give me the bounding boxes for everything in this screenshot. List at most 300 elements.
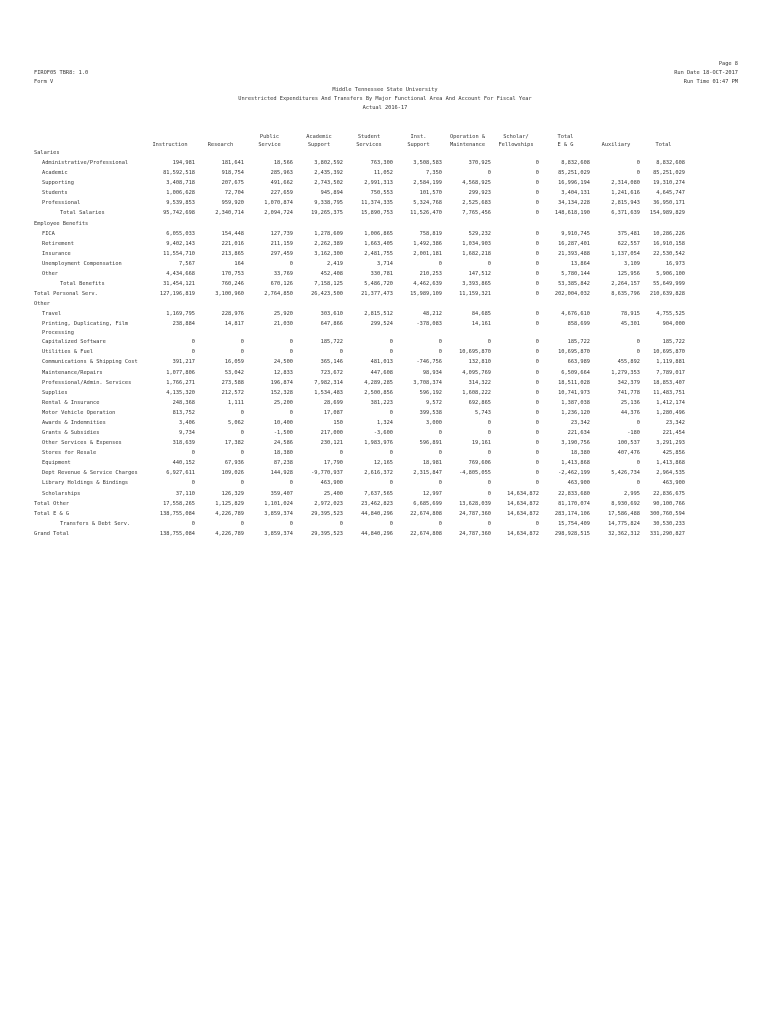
table-cell: 0 <box>438 349 442 356</box>
table-cell: 0 <box>535 520 539 527</box>
table-cell: -9,770,937 <box>311 470 343 477</box>
table-cell: 221,634 <box>567 430 590 437</box>
table-cell: 78,915 <box>620 311 640 318</box>
table-cell: 7,350 <box>426 170 442 177</box>
table-cell: 491,662 <box>270 180 293 187</box>
row-label: Total Other <box>34 500 70 507</box>
table-cell: 0 <box>535 379 539 386</box>
table-cell: 1,137,054 <box>611 250 640 257</box>
table-cell: 185,722 <box>567 339 590 346</box>
table-cell: 381,223 <box>370 399 393 406</box>
table-cell: 9,734 <box>179 430 195 437</box>
row-label: Grants & Subsidies <box>42 430 100 437</box>
table-cell: 0 <box>240 430 244 437</box>
table-cell: 25,136 <box>620 399 640 406</box>
row-label: Students <box>42 190 68 197</box>
table-cell: 196,874 <box>270 379 293 386</box>
column-header-row <box>34 129 686 149</box>
table-cell <box>394 300 443 310</box>
table-cell <box>492 220 540 230</box>
table-cell: 5,906,100 <box>656 270 685 277</box>
run-time: Run Time 01:47 PM <box>683 79 738 85</box>
table-cell: 0 <box>240 409 244 416</box>
table-cell: 16,059 <box>224 359 244 366</box>
table-cell: 0 <box>438 480 442 487</box>
table-cell: 7,765,456 <box>462 210 491 217</box>
table-cell: 138,755,084 <box>159 510 195 517</box>
table-cell <box>443 220 492 230</box>
table-cell: 0 <box>535 230 539 237</box>
row-label: Grand Total <box>34 530 70 537</box>
table-cell <box>245 149 294 159</box>
table-cell: 758,819 <box>419 230 442 237</box>
table-cell: -2,462,199 <box>558 470 590 477</box>
row-label: FICA <box>42 230 55 237</box>
table-cell: 2,094,724 <box>264 210 293 217</box>
table-cell: 4,434,668 <box>166 270 195 277</box>
table-cell: 1,280,496 <box>656 409 685 416</box>
table-cell <box>294 300 344 310</box>
table-cell: 0 <box>636 460 640 467</box>
table-cell: 2,972,023 <box>314 500 343 507</box>
table-cell: 3,406 <box>179 419 195 426</box>
table-cell: 1,236,120 <box>561 409 590 416</box>
column-header: Operation & Maintenance <box>449 134 486 148</box>
table-cell: 0 <box>636 160 640 167</box>
table-cell: 0 <box>535 440 539 447</box>
table-row <box>34 479 686 489</box>
row-label: Capitalized Software <box>42 339 106 346</box>
table-cell: 9,539,853 <box>166 200 195 207</box>
table-cell: 25,400 <box>323 490 343 497</box>
table-cell: 670,126 <box>270 281 293 288</box>
table-cell: 7,158,125 <box>314 281 343 288</box>
table-cell: 481,013 <box>370 359 393 366</box>
table-cell: 0 <box>487 490 491 497</box>
form-id-block <box>34 69 88 87</box>
table-cell: 248,368 <box>172 399 195 406</box>
table-cell: 127,196,819 <box>159 291 195 298</box>
table-cell: 34,134,228 <box>558 200 590 207</box>
table-cell: 3,162,300 <box>314 250 343 257</box>
table-cell: 22,833,680 <box>558 490 590 497</box>
table-cell: 0 <box>389 409 393 416</box>
table-cell: 18,566 <box>273 160 293 167</box>
table-cell: 138,755,084 <box>159 530 195 537</box>
table-row <box>34 449 686 459</box>
table-cell: 2,525,683 <box>462 200 491 207</box>
table-cell: 1,412,174 <box>656 399 685 406</box>
table-cell: 8,930,692 <box>611 500 640 507</box>
table-cell <box>196 149 245 159</box>
table-cell: 3,190,756 <box>561 440 590 447</box>
table-cell: 3,802,592 <box>314 160 343 167</box>
table-cell: 0 <box>240 349 244 356</box>
table-cell <box>540 149 591 159</box>
table-cell: 0 <box>535 349 539 356</box>
table-cell: 1,663,405 <box>364 240 393 247</box>
table-cell: 85,251,029 <box>653 170 685 177</box>
report-period: Actual 2016-17 <box>362 105 408 111</box>
table-cell: 596,891 <box>419 440 442 447</box>
table-cell: 7,637,565 <box>364 490 393 497</box>
table-cell: 11,374,335 <box>361 200 393 207</box>
table-cell: 904,000 <box>662 321 685 328</box>
table-cell: 170,753 <box>221 270 244 277</box>
table-cell: 2,764,850 <box>264 291 293 298</box>
row-label: Awards & Indemnities <box>42 419 106 426</box>
table-cell: 298,928,515 <box>554 530 590 537</box>
table-cell: 21,030 <box>273 321 293 328</box>
table-cell: 318,639 <box>172 440 195 447</box>
table-cell: 455,892 <box>617 359 640 366</box>
table-row <box>34 389 686 399</box>
table-cell: 19,161 <box>471 440 491 447</box>
table-cell: 0 <box>389 520 393 527</box>
table-cell: 2,340,714 <box>215 210 244 217</box>
table-cell: 0 <box>289 409 293 416</box>
table-row <box>34 209 686 219</box>
table-cell: 6,371,639 <box>611 210 640 217</box>
table-cell: 769,606 <box>468 460 491 467</box>
row-label: Supporting <box>42 180 74 187</box>
table-cell: 2,001,181 <box>413 250 442 257</box>
table-cell <box>591 149 641 159</box>
table-cell: 33,769 <box>273 270 293 277</box>
report-title: Unrestricted Expenditures And Transfers By Major Functional Area And Account For Fiscal Year <box>238 96 532 102</box>
table-row <box>34 179 686 189</box>
table-cell: 3,714 <box>377 260 393 267</box>
table-row <box>34 379 686 389</box>
table-cell: 0 <box>487 260 491 267</box>
table-row <box>34 230 686 240</box>
table-cell: 18,981 <box>422 460 442 467</box>
table-cell <box>245 220 294 230</box>
table-cell <box>196 220 245 230</box>
table-cell: 15,754,409 <box>558 520 590 527</box>
table-cell: 212,572 <box>221 389 244 396</box>
table-cell: 30,530,233 <box>653 520 685 527</box>
row-label: Academic <box>42 170 68 177</box>
table-cell <box>144 149 196 159</box>
table-cell: 0 <box>636 419 640 426</box>
table-cell: -746,756 <box>416 359 442 366</box>
row-label: Supplies <box>42 389 68 396</box>
table-cell: 0 <box>191 349 195 356</box>
table-cell: 16,973 <box>665 260 685 267</box>
column-header: Public Service <box>258 134 281 148</box>
table-cell: 0 <box>389 349 393 356</box>
table-cell: 0 <box>535 450 539 457</box>
table-cell: 14,634,872 <box>507 510 539 517</box>
row-label: Scholarships <box>42 490 81 497</box>
table-cell: 945,894 <box>320 190 343 197</box>
column-header: Research <box>207 141 234 148</box>
table-cell: 9,572 <box>426 399 442 406</box>
table-cell: 17,382 <box>224 440 244 447</box>
table-cell: 5,324,768 <box>413 200 442 207</box>
table-cell: 0 <box>535 480 539 487</box>
table-cell: 0 <box>636 170 640 177</box>
column-header: Auxiliary <box>601 141 631 148</box>
table-cell: 365,146 <box>320 359 343 366</box>
expenditure-table <box>34 129 686 540</box>
table-cell: 663,989 <box>567 359 590 366</box>
table-cell <box>641 220 686 230</box>
row-label: Printing, Duplicating, Film Processing <box>42 321 129 337</box>
table-row <box>34 348 686 358</box>
table-cell: 1,111 <box>228 399 244 406</box>
table-cell: 210,253 <box>419 270 442 277</box>
table-cell: 1,608,222 <box>462 389 491 396</box>
table-cell: 1,006,628 <box>166 190 195 197</box>
table-cell: 2,964,535 <box>656 470 685 477</box>
table-cell: 72,704 <box>224 190 244 197</box>
table-cell: 391,217 <box>172 359 195 366</box>
row-label: Library Holdings & Bindings <box>42 480 129 487</box>
table-cell: 6,509,664 <box>561 369 590 376</box>
column-header: Scholar/ Fellowships <box>498 134 534 148</box>
table-cell: 16,287,401 <box>558 240 590 247</box>
table-cell: 14,775,824 <box>608 520 640 527</box>
table-cell: 147,512 <box>468 270 491 277</box>
table-cell: 647,866 <box>320 321 343 328</box>
table-cell: 144,928 <box>270 470 293 477</box>
table-cell: 5,743 <box>475 409 491 416</box>
table-cell: 18,853,407 <box>653 379 685 386</box>
table-cell: 3,404,131 <box>561 190 590 197</box>
table-cell: 6,927,611 <box>166 470 195 477</box>
table-cell: 0 <box>438 430 442 437</box>
table-row <box>34 399 686 409</box>
column-header: Total <box>655 141 672 148</box>
table-cell: 29,395,523 <box>311 530 343 537</box>
table-cell <box>394 220 443 230</box>
table-cell: 858,699 <box>567 321 590 328</box>
table-cell: 14,634,872 <box>507 490 539 497</box>
table-row <box>34 490 686 500</box>
run-date: Run Date 18-OCT-2017 <box>674 70 738 76</box>
table-cell: 1,682,218 <box>462 250 491 257</box>
table-cell: 1,070,874 <box>264 200 293 207</box>
table-cell: 230,121 <box>320 440 343 447</box>
row-label: Travel <box>42 311 62 318</box>
table-cell <box>492 300 540 310</box>
row-label: Total Salaries <box>60 210 105 217</box>
table-cell: 0 <box>487 170 491 177</box>
form-name: Form V <box>34 79 54 85</box>
table-cell: 407,476 <box>617 450 640 457</box>
table-cell: 0 <box>535 190 539 197</box>
table-cell: 90,100,766 <box>653 500 685 507</box>
row-label: Equipment <box>42 460 71 467</box>
table-cell: 0 <box>487 450 491 457</box>
table-cell: 0 <box>438 339 442 346</box>
table-cell: 2,815,512 <box>364 311 393 318</box>
table-cell: 16,996,194 <box>558 180 590 187</box>
table-cell: 0 <box>289 520 293 527</box>
run-info-block <box>674 60 738 87</box>
table-cell: 283,174,106 <box>554 510 590 517</box>
table-cell: 11,554,710 <box>163 250 195 257</box>
table-cell: 0 <box>535 250 539 257</box>
table-cell: 8,832,608 <box>656 160 685 167</box>
table-cell: 217,000 <box>320 430 343 437</box>
table-cell: 314,322 <box>468 379 491 386</box>
table-cell: 723,672 <box>320 369 343 376</box>
table-cell: 6,685,699 <box>413 500 442 507</box>
table-cell: 164 <box>234 260 244 267</box>
table-cell: 210,639,828 <box>649 291 685 298</box>
table-cell: 25,920 <box>273 311 293 318</box>
table-cell: 14,161 <box>471 321 491 328</box>
table-cell <box>394 149 443 159</box>
table-cell <box>294 220 344 230</box>
table-cell: 2,616,372 <box>364 470 393 477</box>
table-cell: 44,376 <box>620 409 640 416</box>
row-label: Administrative/Professional <box>42 160 129 167</box>
table-cell <box>344 300 394 310</box>
table-cell: 81,592,518 <box>163 170 195 177</box>
table-cell: 0 <box>535 409 539 416</box>
form-id: FIROF05 TBR8: 1.0 <box>34 70 89 76</box>
table-cell: 0 <box>487 430 491 437</box>
table-cell: 0 <box>339 450 343 457</box>
table-cell: 0 <box>636 339 640 346</box>
table-row <box>34 199 686 209</box>
table-cell: 24,500 <box>273 359 293 366</box>
table-cell <box>591 300 641 310</box>
table-cell: 0 <box>289 349 293 356</box>
table-cell: 1,413,868 <box>656 460 685 467</box>
table-cell: 85,251,029 <box>558 170 590 177</box>
table-cell: 463,900 <box>567 480 590 487</box>
table-cell: 0 <box>535 460 539 467</box>
table-cell: 1,241,616 <box>611 190 640 197</box>
table-row <box>34 189 686 199</box>
table-cell: 23,342 <box>570 419 590 426</box>
table-cell: 2,314,080 <box>611 180 640 187</box>
table-row <box>34 149 686 159</box>
table-cell <box>245 300 294 310</box>
table-cell: 228,976 <box>221 311 244 318</box>
table-cell: 9,338,795 <box>314 200 343 207</box>
table-cell: 750,553 <box>370 190 393 197</box>
table-cell: 1,034,903 <box>462 240 491 247</box>
table-cell: 29,395,523 <box>311 510 343 517</box>
table-cell: 17,558,265 <box>163 500 195 507</box>
table-cell: 0 <box>535 369 539 376</box>
table-cell: 0 <box>191 450 195 457</box>
table-cell: 0 <box>240 480 244 487</box>
table-cell: 0 <box>339 520 343 527</box>
table-cell: 32,362,312 <box>608 530 640 537</box>
table-cell: 0 <box>289 260 293 267</box>
table-cell: 0 <box>240 520 244 527</box>
row-label: Retirement <box>42 240 74 247</box>
table-cell: 0 <box>389 339 393 346</box>
table-cell: 22,674,808 <box>410 530 442 537</box>
table-cell <box>196 300 245 310</box>
table-cell: 9,402,143 <box>166 240 195 247</box>
column-header: Total E & G <box>557 134 574 148</box>
table-cell: 12,997 <box>422 490 442 497</box>
table-cell: 0 <box>240 450 244 457</box>
table-row <box>34 320 686 338</box>
table-cell: 18,380 <box>570 450 590 457</box>
table-cell: 330,781 <box>370 270 393 277</box>
table-cell: -1,500 <box>273 430 293 437</box>
table-cell: 53,385,842 <box>558 281 590 288</box>
table-cell: 4,462,639 <box>413 281 442 288</box>
table-cell: 24,586 <box>273 440 293 447</box>
row-label: Total Benefits <box>60 281 105 288</box>
table-cell: 9,910,745 <box>561 230 590 237</box>
table-cell: 126,329 <box>221 490 244 497</box>
table-cell: 1,766,271 <box>166 379 195 386</box>
table-cell: 3,100,960 <box>215 291 244 298</box>
table-cell: 297,459 <box>270 250 293 257</box>
table-cell: 48,212 <box>422 311 442 318</box>
table-cell: 2,315,847 <box>413 470 442 477</box>
table-cell: 12,833 <box>273 369 293 376</box>
table-cell: 12,165 <box>373 460 393 467</box>
label-column-header <box>34 129 144 149</box>
table-cell: 1,101,024 <box>264 500 293 507</box>
table-cell: 0 <box>535 170 539 177</box>
table-cell: 4,226,789 <box>215 530 244 537</box>
table-cell: 2,500,856 <box>364 389 393 396</box>
table-cell <box>144 220 196 230</box>
row-label: Insurance <box>42 250 71 257</box>
table-cell: 17,586,488 <box>608 510 640 517</box>
table-cell: 13,628,039 <box>459 500 491 507</box>
table-row <box>34 300 686 310</box>
table-cell: 299,923 <box>468 190 491 197</box>
table-row <box>34 270 686 280</box>
table-cell: 0 <box>535 240 539 247</box>
table-cell: -180 <box>627 430 640 437</box>
table-cell: 0 <box>535 180 539 187</box>
table-cell: 7,567 <box>179 260 195 267</box>
table-cell: 15,989,109 <box>410 291 442 298</box>
table-row <box>34 409 686 419</box>
row-label: Other Services & Expenses <box>42 440 122 447</box>
table-cell: 109,026 <box>221 470 244 477</box>
table-cell: 741,778 <box>617 389 640 396</box>
table-cell: 0 <box>535 291 539 298</box>
table-cell <box>443 149 492 159</box>
column-header: Academic Support <box>306 134 332 148</box>
table-cell: 17,087 <box>323 409 343 416</box>
table-cell: 299,524 <box>370 321 393 328</box>
table-cell: 0 <box>389 450 393 457</box>
table-cell: 1,492,386 <box>413 240 442 247</box>
table-row <box>34 310 686 320</box>
table-cell: 81,170,074 <box>558 500 590 507</box>
table-cell: 14,634,872 <box>507 500 539 507</box>
table-cell: 2,995 <box>624 490 640 497</box>
table-cell: 529,232 <box>468 230 491 237</box>
table-cell: 23,462,823 <box>361 500 393 507</box>
table-cell: 7,982,314 <box>314 379 343 386</box>
table-cell: 4,289,285 <box>364 379 393 386</box>
table-cell: 127,739 <box>270 230 293 237</box>
table-cell: 0 <box>339 349 343 356</box>
table-cell: 1,279,353 <box>611 369 640 376</box>
row-label: Stores for Resale <box>42 450 97 457</box>
row-label: Total Personal Serv. <box>34 291 98 298</box>
